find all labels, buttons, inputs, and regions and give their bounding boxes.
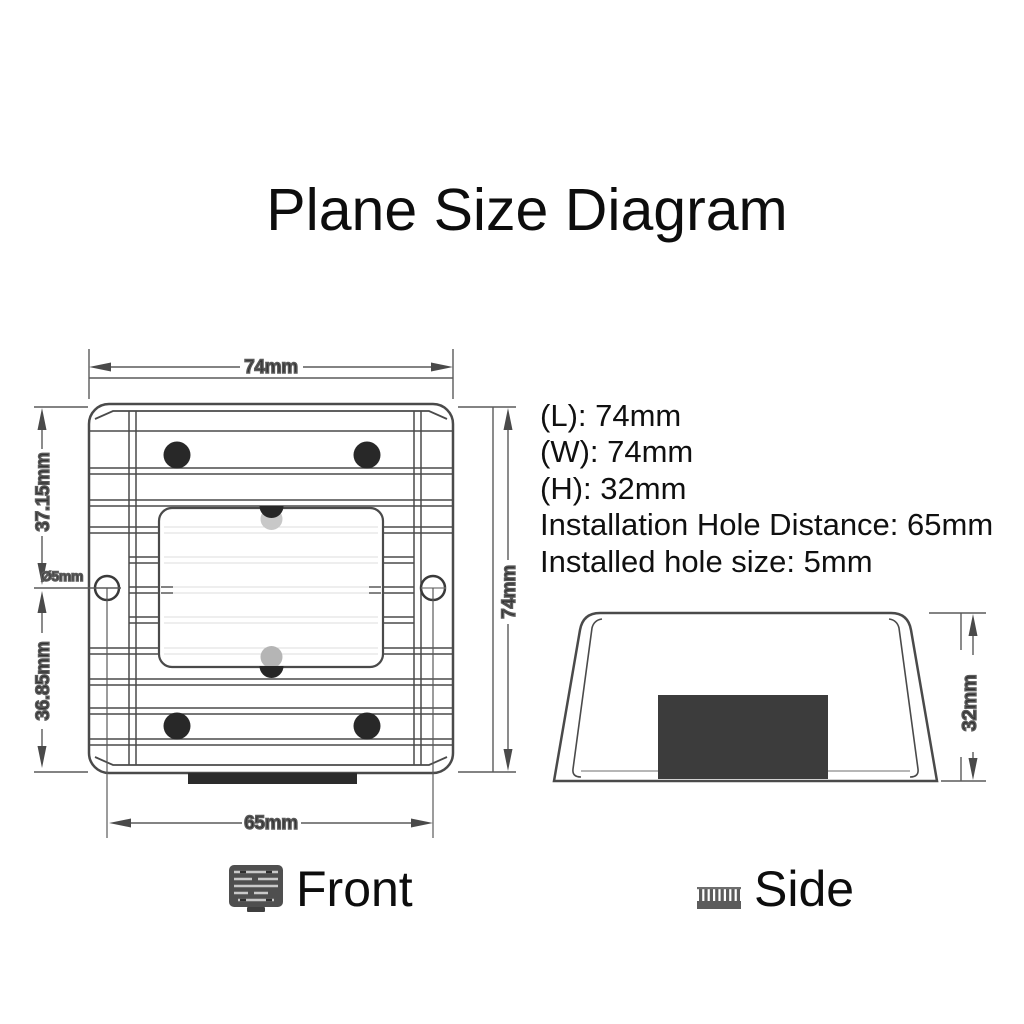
side-caption	[696, 861, 855, 917]
side-view-drawing	[554, 613, 937, 781]
dim-label-top-width: 74mm	[244, 357, 298, 378]
dim-label-right-height: 74mm	[499, 565, 520, 619]
screw-top-left	[164, 442, 191, 469]
screw-bottom-left	[164, 713, 191, 740]
spec-line-hole-size: Installed hole size: 5mm	[540, 543, 873, 579]
side-caption-label: Side	[754, 861, 855, 917]
side-block	[658, 695, 828, 779]
side-dimension	[929, 613, 986, 781]
dim-label-lower-left: 36.85mm	[33, 641, 54, 721]
front-view-icon	[228, 864, 284, 912]
page-title: Plane Size Diagram	[266, 177, 788, 243]
spec-line-length: (L): 74mm	[540, 398, 682, 433]
front-caption-label: Front	[296, 861, 413, 917]
side-view-icon	[696, 886, 742, 910]
front-bottom-gray-dot	[261, 646, 283, 668]
spec-line-width: (W): 74mm	[540, 434, 694, 470]
dim-label-side-height: 32mm	[959, 674, 981, 732]
dim-label-upper-left: 37.15mm	[33, 452, 54, 532]
front-view-drawing	[89, 404, 453, 784]
dim-label-hole-diameter: Ø5mm	[40, 568, 84, 584]
screw-bottom-right	[354, 713, 381, 740]
screw-top-right	[354, 442, 381, 469]
front-caption	[228, 861, 413, 917]
spec-line-hole-distance: Installation Hole Distance: 65mm	[540, 507, 994, 543]
spec-line-height: (H): 32mm	[540, 470, 687, 506]
dim-label-hole-distance: 65mm	[244, 813, 298, 834]
front-connector-strip	[188, 773, 357, 784]
